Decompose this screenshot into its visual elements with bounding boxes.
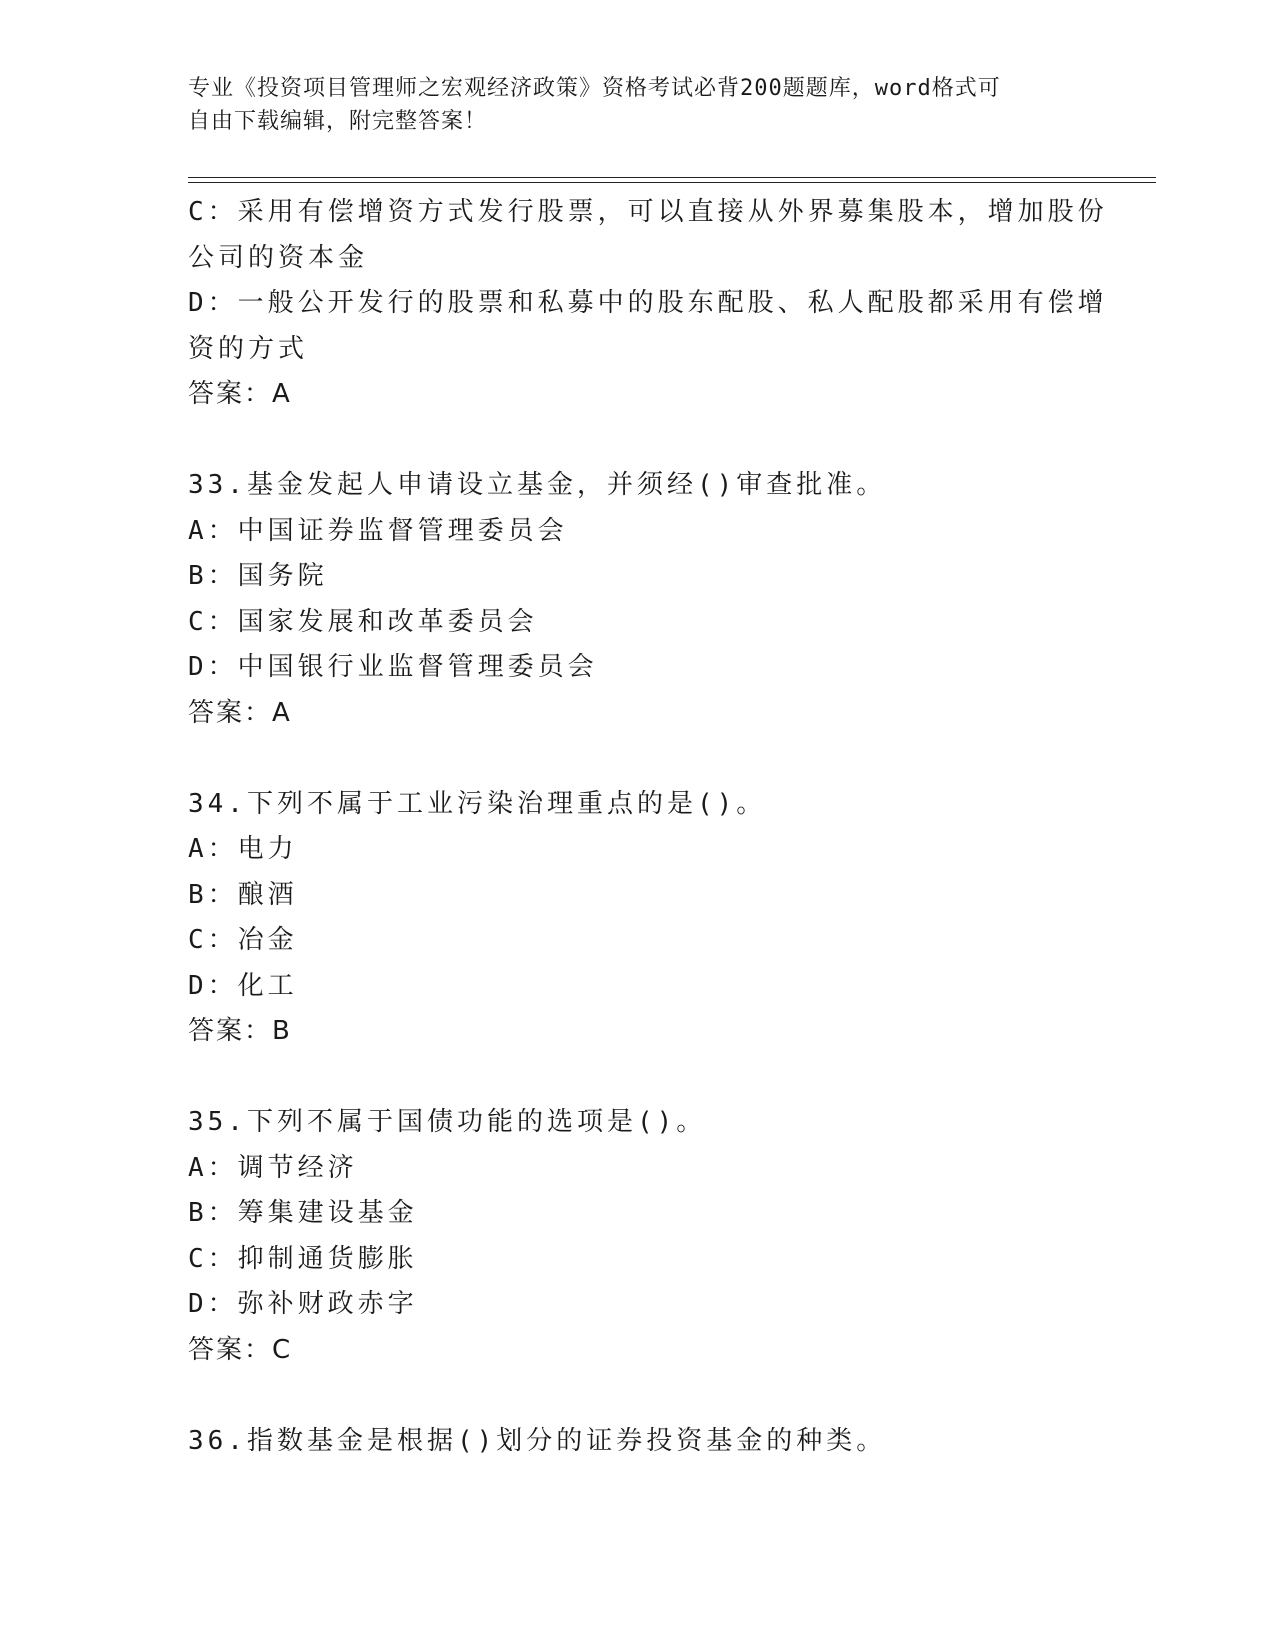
option-a: A：电力 — [188, 834, 298, 864]
option-c-line-2: 公司的资本金 — [188, 242, 369, 273]
option-c: C：冶金 — [188, 925, 298, 955]
option-d-line-1: D：一般公开发行的股票和私募中的股东配股、私人配股都采用有偿增 — [188, 288, 1108, 318]
option-c: C：抑制通货膨胀 — [188, 1243, 418, 1274]
header-line-2: 自由下载编辑，附完整答案！ — [188, 109, 488, 134]
header-rule-top — [188, 177, 1156, 178]
spacer — [188, 1055, 1088, 1101]
option-d: D：中国银行业监督管理委员会 — [188, 652, 598, 682]
question-block-36 — [188, 1419, 1088, 1465]
question-text: 33.基金发起人申请设立基金，并须经()审查批准。 — [188, 470, 887, 500]
answer-label: 答案：A — [188, 697, 292, 728]
option-b: B：国务院 — [188, 561, 328, 591]
question-text: 35.下列不属于国债功能的选项是()。 — [188, 1107, 707, 1137]
option-b: B：筹集建设基金 — [188, 1198, 418, 1228]
option-a: A：调节经济 — [188, 1152, 358, 1183]
document-header — [188, 72, 1068, 138]
question-block-35 — [188, 1100, 1088, 1373]
option-b: B：酿酒 — [188, 879, 298, 910]
option-d: D：弥补财政赤字 — [188, 1289, 418, 1319]
question-block-34 — [188, 782, 1088, 1055]
header-rule-bottom — [188, 182, 1156, 183]
question-text: 34.下列不属于工业污染治理重点的是()。 — [188, 788, 767, 819]
answer-label: 答案：B — [188, 1016, 292, 1046]
answer-label: 答案：A — [188, 379, 292, 409]
question-text: 36.指数基金是根据()划分的证券投资基金的种类。 — [188, 1425, 887, 1456]
option-c-line-1: C：采用有偿增资方式发行股票，可以直接从外界募集股本，增加股份 — [188, 197, 1108, 227]
spacer — [188, 418, 1088, 464]
spacer — [188, 1373, 1088, 1419]
question-list — [188, 190, 1108, 1464]
answer-label: 答案：C — [188, 1334, 293, 1365]
option-d-line-2: 资的方式 — [188, 333, 309, 364]
option-c: C：国家发展和改革委员会 — [188, 606, 538, 637]
option-d: D：化工 — [188, 970, 298, 1001]
spacer — [188, 736, 1088, 782]
option-a: A：中国证券监督管理委员会 — [188, 515, 568, 546]
question-block-33 — [188, 463, 1088, 736]
header-line-1: 专业《投资项目管理师之宏观经济政策》资格考试必背200题题库，word格式可 — [188, 76, 1001, 101]
question-block-prev — [188, 190, 1108, 418]
